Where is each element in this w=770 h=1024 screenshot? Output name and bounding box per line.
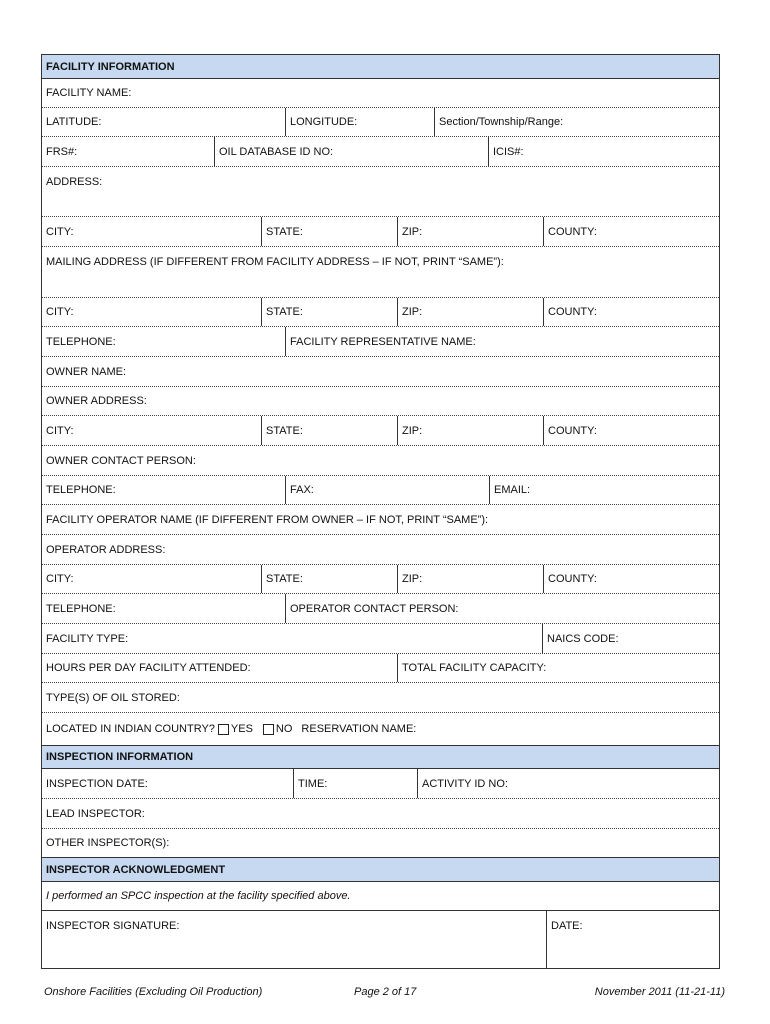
operator-contact-field[interactable]: OPERATOR CONTACT PERSON: (285, 594, 719, 623)
lead-inspector-field[interactable]: LEAD INSPECTOR: (46, 807, 145, 820)
inspection-date-row (42, 769, 719, 799)
owner-address-row (42, 387, 719, 416)
facility-county-field[interactable]: COUNTY: (543, 217, 719, 246)
acknowledgment-statement: I performed an SPCC inspection at the facility specified above. (46, 890, 351, 902)
acknowledgment-statement-row (42, 882, 719, 911)
operator-state-field[interactable]: STATE: (261, 565, 397, 593)
hours-attended-field[interactable]: HOURS PER DAY FACILITY ATTENDED: (46, 662, 251, 674)
owner-county-field[interactable]: COUNTY: (543, 416, 719, 445)
mailing-address-row (42, 247, 719, 298)
owner-address-field[interactable]: OWNER ADDRESS: (46, 395, 147, 407)
telephone-row (42, 327, 719, 357)
total-capacity-field[interactable]: TOTAL FACILITY CAPACITY: (397, 654, 719, 682)
mailing-zip-field[interactable]: ZIP: (397, 298, 543, 326)
owner-zip-field[interactable]: ZIP: (397, 416, 543, 445)
inspection-info-title: INSPECTION INFORMATION (46, 751, 194, 763)
operator-telephone-row (42, 594, 719, 624)
facility-name-field[interactable]: FACILITY NAME: (46, 87, 132, 99)
mailing-city-row (42, 298, 719, 327)
yes-checkbox[interactable] (218, 724, 229, 735)
indian-country-line (42, 713, 719, 745)
location-row (42, 108, 719, 137)
owner-email-field[interactable]: EMAIL: (489, 476, 719, 504)
operator-address-field[interactable]: OPERATOR ADDRESS: (46, 543, 166, 556)
footer-document-title: Onshore Facilities (Excluding Oil Production) (44, 986, 263, 998)
owner-name-field[interactable]: OWNER NAME: (46, 365, 127, 378)
operator-county-field[interactable]: COUNTY: (543, 565, 719, 593)
owner-city-field[interactable]: CITY: (46, 424, 74, 437)
representative-name-field[interactable]: FACILITY REPRESENTATIVE NAME: (285, 327, 719, 356)
indian-country-row (42, 713, 719, 746)
section-township-range-field[interactable]: Section/Township/Range: (434, 108, 719, 136)
acknowledgment-title: INSPECTOR ACKNOWLEDGMENT (46, 863, 226, 876)
naics-code-field[interactable]: NAICS CODE: (542, 624, 719, 653)
indian-country-label: LOCATED IN INDIAN COUNTRY? (46, 723, 215, 735)
signature-row (42, 911, 719, 968)
no-checkbox[interactable] (263, 724, 274, 735)
mailing-address-field[interactable]: MAILING ADDRESS (IF DIFFERENT FROM FACILITY ADDRESS – IF NOT, PRINT “SAME”): (46, 256, 504, 268)
mailing-state-field[interactable]: STATE: (261, 298, 397, 326)
identifier-row (42, 137, 719, 167)
longitude-field[interactable]: LONGITUDE: (285, 108, 434, 136)
oil-stored-field[interactable]: TYPE(S) OF OIL STORED: (46, 691, 180, 704)
address-field[interactable]: ADDRESS: (46, 176, 103, 188)
facility-info-header (42, 55, 719, 79)
facility-type-field[interactable]: FACILITY TYPE: (46, 632, 129, 645)
operator-zip-field[interactable]: ZIP: (397, 565, 543, 593)
facility-zip-field[interactable]: ZIP: (397, 217, 543, 246)
owner-state-field[interactable]: STATE: (261, 416, 397, 445)
operator-city-field[interactable]: CITY: (46, 573, 74, 585)
reservation-name-field[interactable]: RESERVATION NAME: (301, 723, 417, 735)
inspection-info-header (42, 746, 719, 769)
other-inspectors-field[interactable]: OTHER INSPECTOR(S): (46, 837, 170, 849)
footer-revision-date: November 2011 (11-21-11) (594, 986, 725, 998)
facility-name-row (42, 79, 719, 108)
hours-row (42, 654, 719, 683)
facility-telephone-field[interactable]: TELEPHONE: (46, 335, 116, 348)
facility-city-row (42, 217, 719, 247)
frs-field[interactable]: FRS#: (46, 145, 78, 158)
owner-city-row (42, 416, 719, 446)
owner-telephone-field[interactable]: TELEPHONE: (46, 484, 116, 496)
inspection-date-field[interactable]: INSPECTION DATE: (46, 777, 148, 790)
other-inspectors-row (42, 829, 719, 858)
lead-inspector-row (42, 799, 719, 829)
spcc-form (41, 54, 720, 969)
latitude-field[interactable]: LATITUDE: (46, 116, 102, 128)
operator-address-row (42, 535, 719, 565)
inspector-signature-field[interactable]: INSPECTOR SIGNATURE: (46, 920, 180, 932)
acknowledgment-header (42, 858, 719, 882)
facility-info-title: FACILITY INFORMATION (46, 60, 175, 73)
operator-name-row (42, 505, 719, 535)
owner-telephone-row (42, 476, 719, 505)
inspection-time-field[interactable]: TIME: (293, 769, 417, 798)
operator-name-field[interactable]: FACILITY OPERATOR NAME (IF DIFFERENT FROM OWNER – IF NOT, PRINT “SAME”): (46, 513, 489, 526)
yes-label: YES (230, 723, 253, 735)
facility-city-field[interactable]: CITY: (46, 225, 74, 238)
mailing-county-field[interactable]: COUNTY: (543, 298, 719, 326)
operator-telephone-field[interactable]: TELEPHONE: (46, 602, 116, 615)
oil-stored-row (42, 683, 719, 713)
footer-page-number: Page 2 of 17 (354, 986, 417, 998)
owner-name-row (42, 357, 719, 387)
mailing-city-field[interactable]: CITY: (46, 306, 74, 318)
operator-city-row (42, 565, 719, 594)
oil-database-id-field[interactable]: OIL DATABASE ID NO: (214, 137, 488, 166)
facility-type-row (42, 624, 719, 654)
facility-state-field[interactable]: STATE: (261, 217, 397, 246)
activity-id-field[interactable]: ACTIVITY ID NO: (417, 769, 719, 798)
owner-contact-field[interactable]: OWNER CONTACT PERSON: (46, 454, 196, 467)
owner-fax-field[interactable]: FAX: (285, 476, 489, 504)
no-label: NO (275, 723, 293, 735)
owner-contact-row (42, 446, 719, 476)
address-row (42, 167, 719, 217)
icis-field[interactable]: ICIS#: (488, 137, 719, 166)
signature-date-field[interactable]: DATE: (546, 911, 719, 968)
